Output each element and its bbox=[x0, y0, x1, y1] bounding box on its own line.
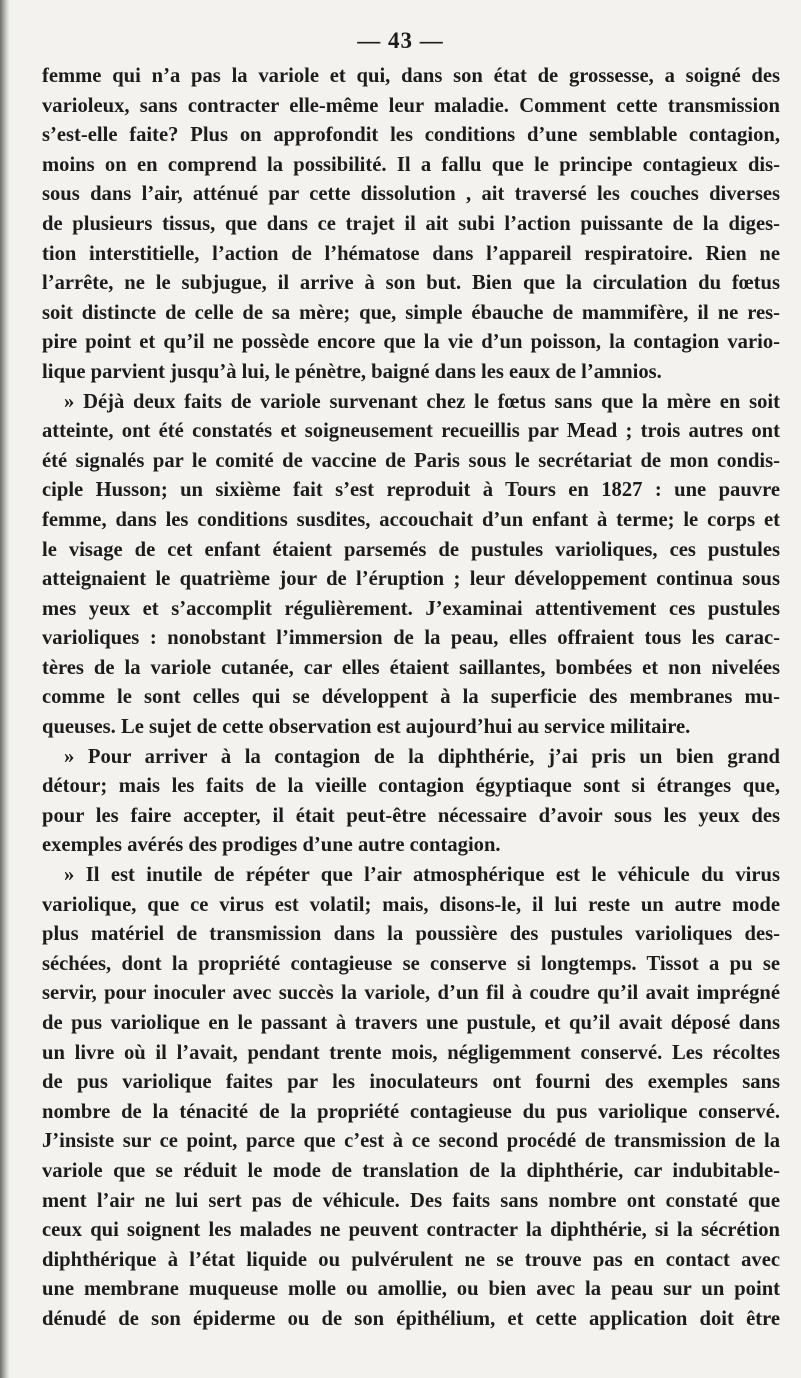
text-line: femme qui n’a pas la variole et qui, dans son état de grossesse, a soigné des bbox=[42, 65, 780, 87]
text-line: nombre de la ténacité de la propriété contagieuse du pus variolique conservé. bbox=[42, 1100, 780, 1123]
text-line: moins on en comprend la possibilité. Il a fallu que le principe contagieux dis- bbox=[42, 153, 780, 176]
text-line: femme, dans les conditions susdites, accouchait d’un enfant à terme; le corps et bbox=[42, 508, 780, 531]
text-line: s’est-elle faite? Plus on approfondit les conditions d’une semblable contagion, bbox=[42, 124, 780, 147]
text-line: variole que se réduit le mode de translation de la diphthérie, car indubitable- bbox=[42, 1159, 780, 1182]
text-line: le visage de cet enfant étaient parsemés de pustules varioliques, ces pustules bbox=[42, 538, 780, 561]
text-line: soit distincte de celle de sa mère; que, simple ébauche de mammifère, il ne res- bbox=[42, 301, 780, 324]
text-line: été signalés par le comité de vaccine de Paris sous le secrétariat de mon condis- bbox=[42, 449, 780, 472]
text-line: tion interstitielle, l’action de l’hématose dans l’appareil respiratoire. Rien ne bbox=[42, 242, 780, 265]
text-line: une membrane muqueuse molle ou amollie, ou bien avec la peau sur un point bbox=[42, 1278, 780, 1301]
text-line: pire point et qu’il ne possède encore que la vie d’un poisson, la contagion vario- bbox=[42, 331, 780, 354]
text-line: dénudé de son épiderme ou de son épithélium, et cette application doit être bbox=[42, 1307, 780, 1330]
text-line: détour; mais les faits de la vieille contagion égyptiaque sont si étranges que, bbox=[42, 775, 780, 798]
text-line: de pus variolique en le passant à travers une pustule, et qu’il avait déposé dans bbox=[42, 1012, 780, 1034]
text-line: variolique, que ce virus est volatil; mais, disons-le, il lui reste un autre mode bbox=[42, 893, 780, 916]
text-line: servir, pour inoculer avec succès la variole, d’un fil à coudre qu’il avait imprégné bbox=[42, 982, 780, 1005]
text-line: plus matériel de transmission dans la poussière des pustules varioliques des- bbox=[42, 923, 780, 946]
text-line: » Déjà deux faits de variole survenant chez le fœtus sans que la mère en soit bbox=[64, 390, 780, 413]
text-line: l’arrête, ne le subjugue, il arrive à son but. Bien que la circulation du fœtus bbox=[42, 272, 780, 295]
page-number: — 43 — bbox=[357, 28, 444, 53]
text-line: diphthérique à l’état liquide ou pulvérulent ne se trouve pas en contact avec bbox=[42, 1248, 780, 1271]
text-line: atteignaient le quatrième jour de l’éruption ; leur développement continua sous bbox=[42, 568, 780, 591]
text-line: tères de la variole cutanée, car elles étaient saillantes, bombées et non nivelées bbox=[42, 656, 780, 679]
text-line: ment l’air ne lui sert pas de véhicule. Des faits sans nombre ont constaté que bbox=[42, 1189, 780, 1212]
text-line: sous dans l’air, atténué par cette dissolution , ait traversé les couches diverses bbox=[42, 183, 780, 206]
text-line: ciple Husson; un sixième fait s’est reproduit à Tours en 1827 : une pauvre bbox=[42, 479, 780, 502]
text-line: » Il est inutile de répéter que l’air atmosphérique est le véhicule du virus bbox=[64, 864, 780, 887]
text-line: ceux qui soignent les malades ne peuvent contracter la diphthérie, si la sécrétion bbox=[42, 1219, 780, 1242]
text-line: mes yeux et s’accomplit régulièrement. J’examinai attentivement ces pustules bbox=[42, 597, 780, 620]
body-text bbox=[42, 62, 780, 1335]
text-line: de pus variolique faites par les inoculateurs ont fourni des exemples sans bbox=[42, 1071, 780, 1094]
text-line: J’insiste sur ce point, parce que c’est à ce second procédé de transmission de la bbox=[42, 1130, 780, 1153]
text-line: atteinte, ont été constatés et soigneusement recueillis par Mead ; trois autres ont bbox=[42, 420, 780, 443]
text-line: queuses. Le sujet de cette observation est aujourd’hui au service militaire. bbox=[42, 716, 691, 739]
text-line: comme le sont celles qui se développent à la superficie des membranes mu- bbox=[42, 686, 780, 709]
text-line: » Pour arriver à la contagion de la diphthérie, j’ai pris un bien grand bbox=[64, 745, 780, 768]
text-line: pour les faire accepter, il était peut-être nécessaire d’avoir sous les yeux des bbox=[42, 804, 780, 827]
text-line: de plusieurs tissus, que dans ce trajet il ait subi l’action puissante de la diges- bbox=[42, 212, 780, 235]
text-line: varioleux, sans contracter elle-même leur maladie. Comment cette transmission bbox=[42, 94, 780, 117]
text-line: exemples avérés des prodiges d’une autre contagion. bbox=[42, 834, 501, 857]
page-binding-edge bbox=[0, 0, 10, 1378]
text-line: varioliques : nonobstant l’immersion de la peau, elles offraient tous les carac- bbox=[42, 627, 780, 650]
text-line: séchées, dont la propriété contagieuse se conserve si longtemps. Tissot a pu se bbox=[42, 952, 780, 975]
text-line: un livre où il l’avait, pendant trente mois, négligemment conservé. Les récoltes bbox=[42, 1041, 780, 1064]
text-line: lique parvient jusqu’à lui, le pénètre, baigné dans les eaux de l’amnios. bbox=[42, 360, 662, 383]
